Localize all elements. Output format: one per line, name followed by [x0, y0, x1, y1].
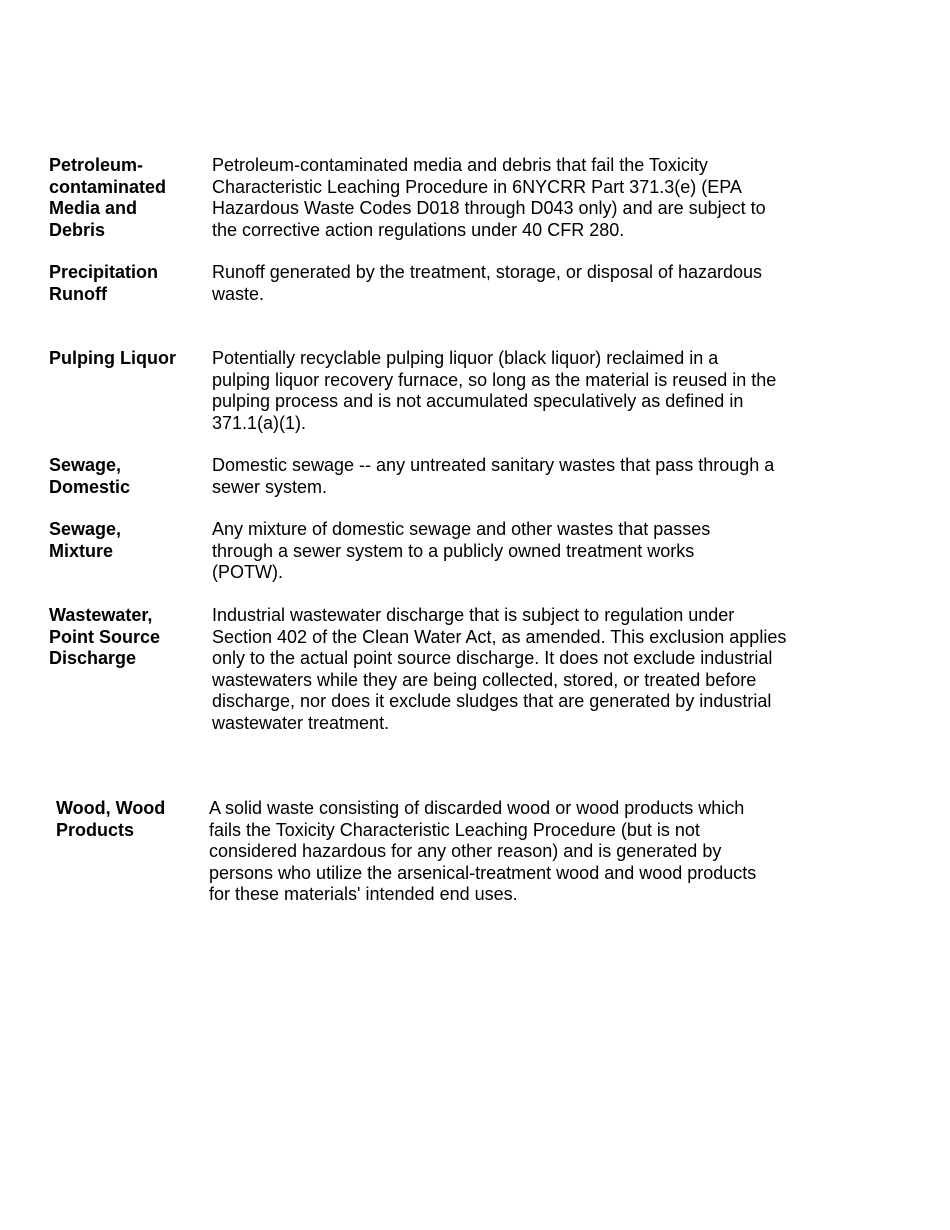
term-label: Sewage, Domestic — [49, 455, 131, 497]
term-definition: A solid waste consisting of discarded wood or wood products which fails the Toxicity Characteristic Leaching Procedure (but is not considered hazardous for any other reason) and is generated by persons who utilize the arsenical-treatment wood and wood products for these materials' intended end uses. — [209, 798, 757, 904]
term-definition: Industrial wastewater discharge that is subject to regulation under Section 402 of the Clean Water Act, as amended. This exclusion applies only to the actual point source discharge. It does not exclude industrial wastewaters while they are being collected, stored, or treated before discharge, nor does it exclude sludges that are generated by industrial wastewater treatment. — [212, 605, 787, 733]
term-definition: Domestic sewage -- any untreated sanitary wastes that pass through a sewer system. — [212, 455, 775, 497]
term-definition: Runoff generated by the treatment, storage, or disposal of hazardous waste. — [212, 262, 763, 304]
term-label: Petroleum-contaminated Media and Debris — [49, 155, 167, 240]
term-definition: Potentially recyclable pulping liquor (black liquor) reclaimed in a pulping liquor recovery furnace, so long as the material is reused in the pulping process and is not accumulated speculatively as defined in 371.1(a)(1). — [212, 348, 777, 433]
term-label: Sewage, Mixture — [49, 519, 122, 561]
term-label: Wastewater, Point Source Discharge — [49, 605, 161, 668]
term-label: Wood, Wood Products — [56, 798, 166, 840]
term-definition: Petroleum-contaminated media and debris that fail the Toxicity Characteristic Leaching Procedure in 6NYCRR Part 371.3(e) (EPA Hazardous Waste Codes D018 through D043 only) and are subject to the corrective action regulations under 40 CFR 280. — [212, 155, 766, 240]
term-definition: Any mixture of domestic sewage and other wastes that passes through a sewer system to a publicly owned treatment works (POTW). — [212, 519, 711, 582]
term-label: Precipitation Runoff — [49, 262, 159, 304]
term-label: Pulping Liquor — [49, 348, 176, 368]
